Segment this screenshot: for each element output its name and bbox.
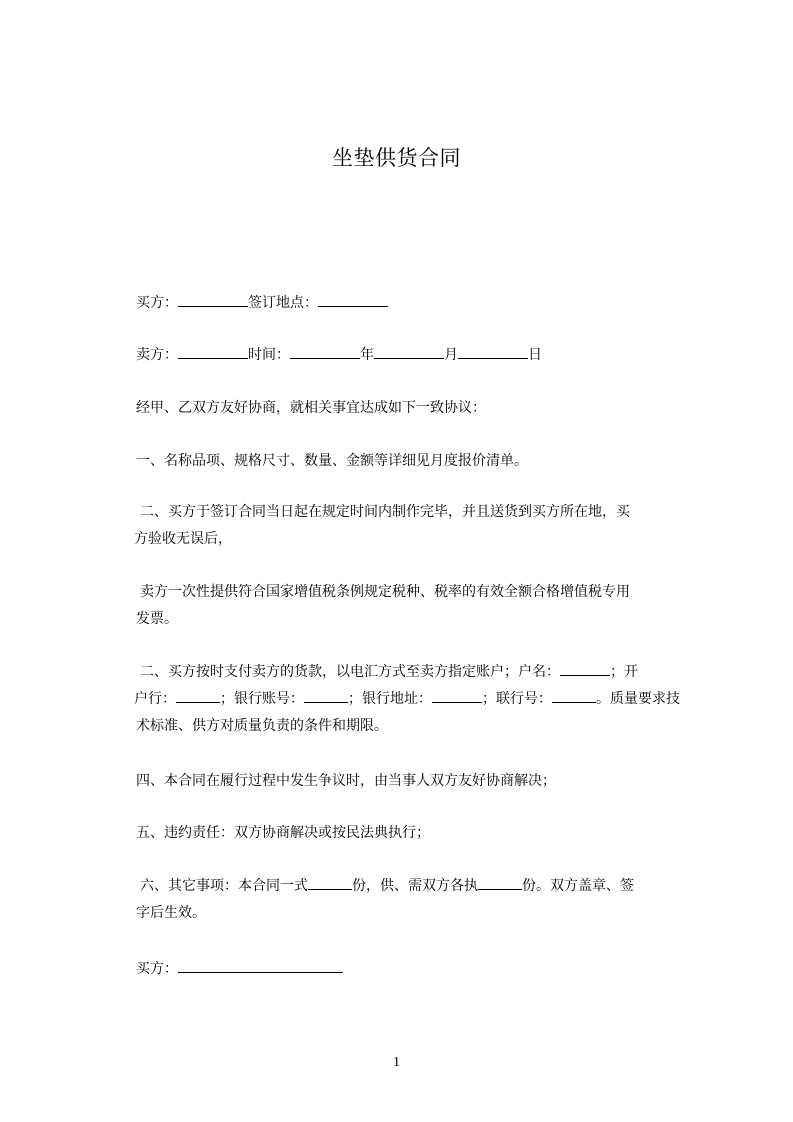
clause-3-line-3: 术标准、供方对质量负责的条件和期限。 — [136, 718, 388, 734]
month-blank[interactable] — [374, 344, 444, 359]
clause-5: 五、违约责任：双方协商解决或按民法典执行； — [136, 825, 430, 841]
seller-line — [136, 344, 542, 365]
routing-label: ；联行号： — [482, 691, 552, 707]
final-buyer-line — [136, 958, 343, 979]
buyer-blank[interactable] — [178, 292, 248, 307]
seller-label: 卖方： — [136, 347, 178, 363]
clause-6-line-2: 字后生效。 — [136, 905, 206, 921]
copies-blank[interactable] — [308, 875, 352, 890]
final-buyer-label: 买方： — [136, 961, 178, 977]
clause-3-prefix: 二、买方按时支付卖方的货款，以电汇方式至卖方指定账户；户名： — [140, 664, 560, 680]
clause-6-tail: 份。双方盖章、签 — [522, 878, 634, 894]
account-blank[interactable] — [304, 688, 348, 703]
account-label: ；银行账号： — [220, 691, 304, 707]
clause-3-suffix: ；开 — [610, 664, 638, 680]
clause-2 — [136, 499, 701, 553]
account-name-blank[interactable] — [560, 661, 610, 676]
buyer-label: 买方： — [136, 295, 178, 311]
seller-blank[interactable] — [178, 344, 248, 359]
day-blank[interactable] — [458, 344, 528, 359]
clause-4: 四、本合同在履行过程中发生争议时，由当事人双方友好协商解决； — [136, 773, 556, 789]
year-blank[interactable] — [290, 344, 360, 359]
clause-2-line-2: 方验收无误后， — [134, 531, 232, 547]
clause-3 — [136, 659, 701, 740]
clause-3-tail: 。质量要求技 — [596, 691, 680, 707]
buyer-line — [136, 292, 388, 313]
intro-line: 经甲、乙双方友好协商，就相关事宜达成如下一致协议： — [136, 400, 486, 416]
clause-1: 一、名称品项、规格尺寸、数量、金额等详细见月度报价清单。 — [136, 453, 528, 469]
clause-3-line-1 — [136, 659, 701, 686]
document-title: 坐垫供货合同 — [332, 146, 461, 170]
clause-2-line-1: 二、买方于签订合同当日起在规定时间内制作完毕，并且送货到买方所在地，买 — [140, 504, 630, 520]
clause-6-mid: 份，供、需双方各执 — [352, 878, 478, 894]
final-buyer-blank[interactable] — [178, 958, 343, 973]
month-label: 月 — [444, 347, 458, 363]
routing-blank[interactable] — [552, 688, 596, 703]
clause-2b-line-2: 发票。 — [136, 611, 178, 627]
clause-6-prefix: 六、其它事项：本合同一式 — [140, 878, 308, 894]
address-blank[interactable] — [432, 688, 482, 703]
signing-place-blank[interactable] — [318, 292, 388, 307]
clause-2b — [136, 579, 701, 633]
year-label: 年 — [360, 347, 374, 363]
clause-3-line-2 — [134, 686, 701, 713]
clause-6-line-1 — [136, 873, 701, 900]
bank-label: 户行： — [134, 691, 176, 707]
each-copies-blank[interactable] — [478, 875, 522, 890]
day-label: 日 — [528, 347, 542, 363]
bank-blank[interactable] — [176, 688, 220, 703]
clause-6 — [136, 873, 701, 927]
signing-place-label: 签订地点： — [248, 295, 318, 311]
page-number: 1 — [393, 1055, 400, 1070]
address-label: ；银行地址： — [348, 691, 432, 707]
time-label: 时间： — [248, 347, 290, 363]
clause-2b-line-1: 卖方一次性提供符合国家增值税条例规定税种、税率的有效全额合格增值税专用 — [140, 584, 630, 600]
